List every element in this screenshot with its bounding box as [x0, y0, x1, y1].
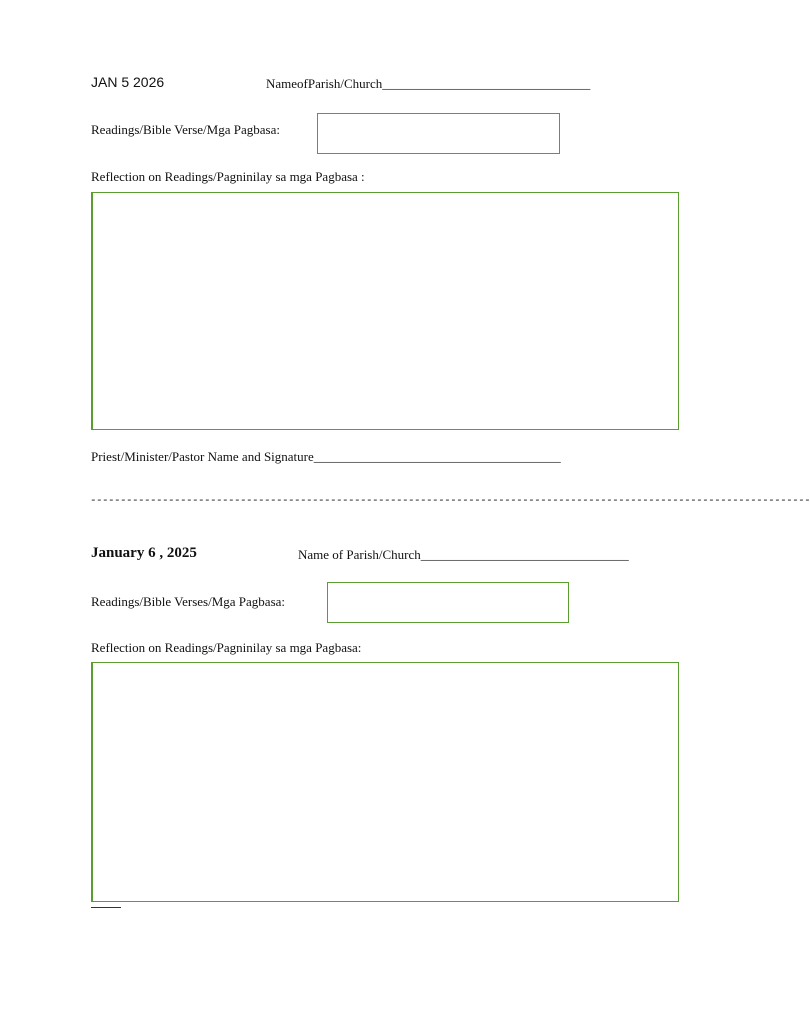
date-january-6-2025: January 6 , 2025 — [91, 545, 197, 561]
date-jan-5-2026: JAN 5 2026 — [91, 74, 165, 90]
readings-input-box-1[interactable] — [317, 113, 560, 154]
readings-input-box-2[interactable] — [327, 582, 569, 623]
reflection-input-box-1[interactable] — [91, 192, 679, 430]
reflection-input-box-2[interactable] — [91, 662, 679, 902]
signature-line-stub — [91, 907, 121, 908]
parish-church-field-2[interactable]: Name of Parish/Church________________________________ — [298, 547, 629, 562]
reflection-label-1: Reflection on Readings/Pagninilay sa mga Pagbasa : — [91, 169, 365, 184]
cut-line-divider: ------------------------------------------------------------------------------------------------------------------------ — [90, 495, 810, 507]
readings-label-2: Readings/Bible Verses/Mga Pagbasa: — [91, 594, 286, 609]
reflection-label-2: Reflection on Readings/Pagninilay sa mga Pagbasa: — [91, 640, 362, 655]
signature-field[interactable]: Priest/Minister/Pastor Name and Signature______________________________________ — [91, 449, 561, 464]
parish-church-field-1[interactable]: NameofParish/Church________________________________ — [266, 76, 591, 91]
readings-label-1: Readings/Bible Verse/Mga Pagbasa: — [91, 122, 280, 137]
